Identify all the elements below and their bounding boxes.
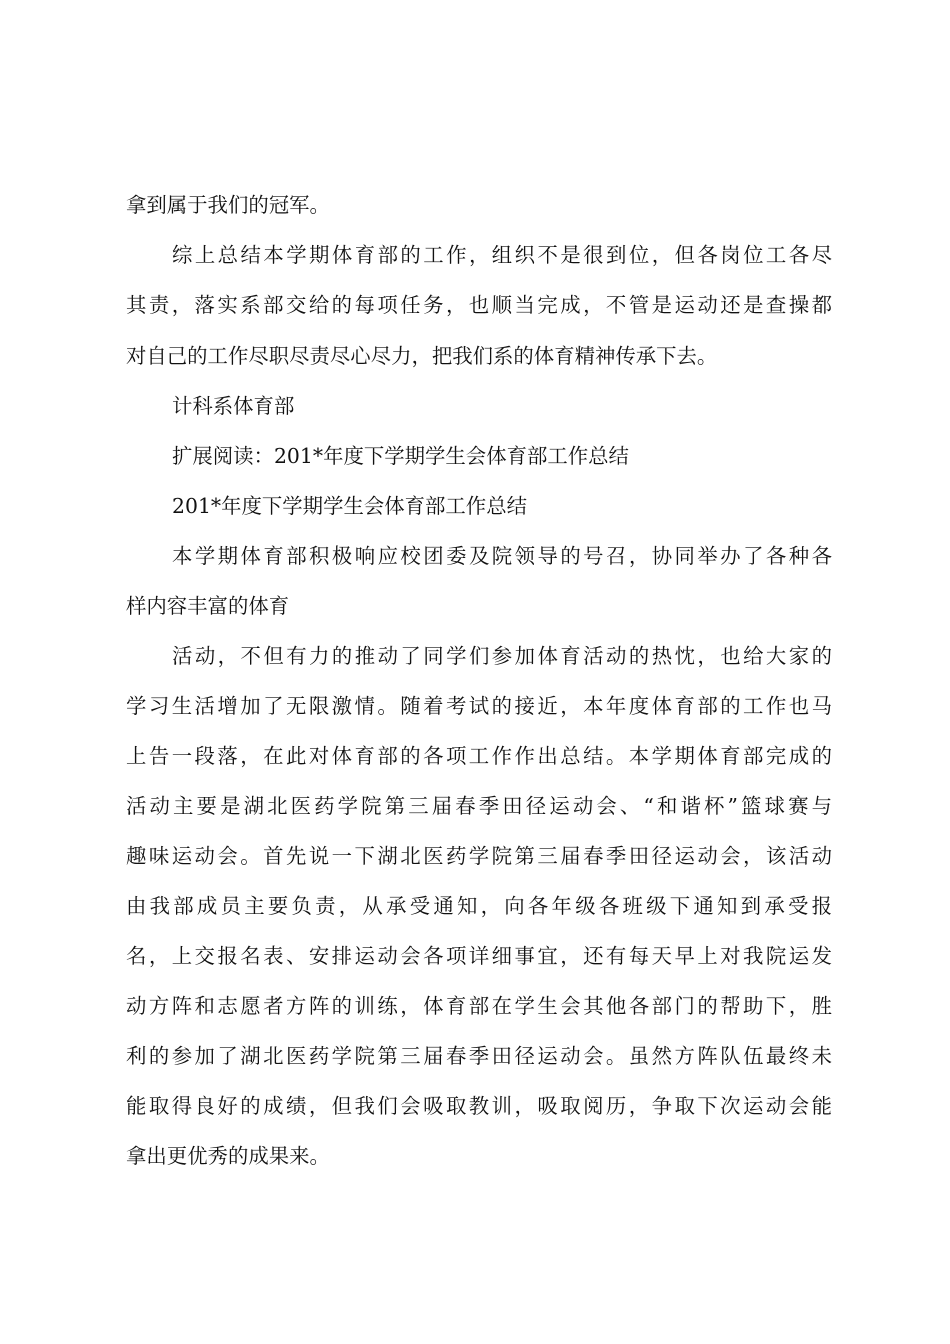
paragraph-line: 上告一段落，在此对体育部的各项工作作出总结。本学期体育部完成的 (126, 744, 832, 768)
paragraph-line: 学习生活增加了无限激情。随着考试的接近，本年度体育部的工作也马 (126, 694, 832, 718)
paragraph-line: 活动主要是湖北医药学院第三届春季田径运动会、“和谐杯”篮球赛与 (126, 794, 832, 818)
paragraph-line: 趣味运动会。首先说一下湖北医药学院第三届春季田径运动会，该活动 (126, 844, 832, 868)
paragraph-line: 活动，不但有力的推动了同学们参加体育活动的热忱，也给大家的 (172, 644, 832, 668)
paragraph-line: 拿到属于我们的冠军。 (126, 193, 330, 217)
paragraph-line: 对自己的工作尽职尽责尽心尽力，把我们系的体育精神传承下去。 (126, 344, 718, 368)
signature-line: 计科系体育部 (172, 394, 295, 418)
paragraph-line: 动方阵和志愿者方阵的训练，体育部在学生会其他各部门的帮助下，胜 (126, 994, 832, 1018)
paragraph-line: 利的参加了湖北医药学院第三届春季田径运动会。虽然方阵队伍最终未 (126, 1044, 832, 1068)
paragraph-line: 综上总结本学期体育部的工作，组织不是很到位，但各岗位工各尽 (172, 243, 832, 267)
paragraph-line: 其责，落实系部交给的每项任务，也顺当完成，不管是运动还是查操都 (126, 293, 832, 317)
paragraph-line: 能取得良好的成绩，但我们会吸取教训，吸取阅历，争取下次运动会能 (126, 1094, 832, 1118)
paragraph-line: 由我部成员主要负责，从承受通知，向各年级各班级下通知到承受报 (126, 894, 832, 918)
extended-reading-heading: 扩展阅读：201*年度下学期学生会体育部工作总结 (172, 444, 629, 468)
paragraph-line: 拿出更优秀的成果来。 (126, 1144, 330, 1168)
paragraph-line: 样内容丰富的体育 (126, 594, 290, 618)
section-title: 201*年度下学期学生会体育部工作总结 (172, 494, 527, 518)
paragraph-line: 本学期体育部积极响应校团委及院领导的号召，协同举办了各种各 (172, 544, 832, 568)
paragraph-line: 名，上交报名表、安排运动会各项详细事宜，还有每天早上对我院运发 (126, 944, 832, 968)
